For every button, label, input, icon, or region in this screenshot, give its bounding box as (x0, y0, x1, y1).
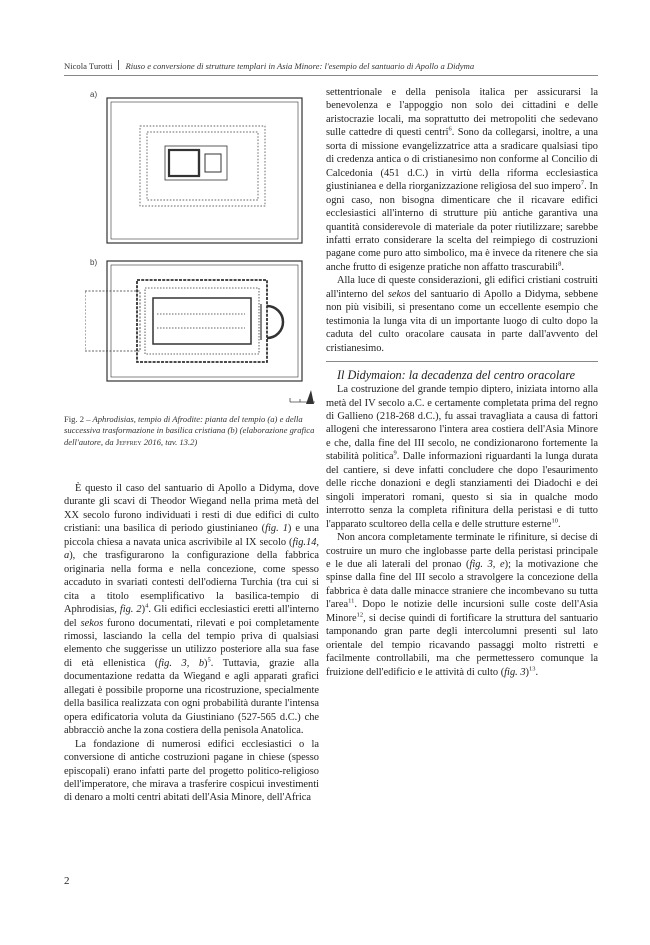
paragraph: La costruzione del grande tempio diptero, iniziata intorno alla metà del IV secolo a.C. e certamente completata prima del regno di Gallieno (218-268 d.C.), fu assai travagliata a causa di fattori allogeni che interessarono l'intera area costiera dell'Asia Minore e che, dalla fine del III secolo, ne condizionarono fortemente la stabilità politica$^9$. Dalle informazioni riguardanti la lunga durata del cantiere, si deve infatti concludere che dopo l'esaurimento delle ricche donazioni e degli stanziamenti dei Diadochi e dei singoli imperatori romani, questo si sia in qualche modo interrotto senza la completa rifinitura della peristasi e di tutto l'apparato scultoreo della cella e delle strutture esterne$^{10}$. (326, 384, 598, 530)
caption-fig-number: Fig. 2 – (64, 414, 91, 424)
figure-label-a: a) (90, 90, 98, 99)
paragraph: Non ancora completamente terminate le rifiniture, si decise di costruire un muro che inglobasse parte della peristasi principale e le due ali laterali del pronao (fig. 3, e); la motivazione che spinse dalla fine del III secolo a stravolgere la concezione della fabbrica è data dalle minacce straniere che incombevano su tutta l'area$^{11}$. Dopo le notizie delle incursioni sulle coste dell'Asia Minore$^{12}$, si decise quindi di fortificare la struttura del santuario tamponando gran parte degli intercolumni presenti sul lato orientale del tempio ricavando passaggi molto ristretti e facilmente controllabili, ma che permettessero comunque la fruizione dell'edificio e le attività di culto (fig. 3)$^{13}$. (326, 532, 598, 678)
left-column (64, 482, 319, 805)
caption-end: 2016, tav. 13.2) (143, 436, 198, 447)
header-separator (118, 60, 119, 70)
section-title: Il Didymaion: la decadenza del centro oracolare (337, 368, 576, 383)
figure-label-b: b) (90, 258, 98, 267)
figure-temple-plans (85, 86, 315, 411)
page-number: 2 (64, 875, 70, 887)
plan-b (85, 261, 302, 381)
caption-reference: Jeffrey (115, 436, 142, 447)
paragraph: È questo il caso del santuario di Apollo a Didyma, dove durante gli scavi di Theodor Wiegand nella prima metà del XX secolo furono individuati i resti di due edifici di culto cristiani: una basilica di periodo giustinianeo (fig. 1) e una piccola chiesa a navata unica ascrivibile al IX secolo (fig.14, a), che trasfigurarono la configurazione della fabbrica originaria nella forma e nella concezione, come spesso accaduto in svariati contesti dell'odierna Turchia (tra cui si cita a titolo esemplificativo la basilica-tempio di Aphrodisias, fig. 2)$^4$. Gli edifici ecclesiastici eretti all'interno del sekos furono documentati, rilevati e poi completamente rimossi, lasciando la cella del tempio priva di qualsiasi elemento che suggerisse un utilizzo posteriore alla sua fase di età ellenistica (fig. 3, b)$^5$. Tuttavia, grazie alla documentazione redatta da Wiegand e agli apparati grafici allegati è possibile proporne una ricostruzione, specialmente della basilica realizzata con ogni probabilità durante l'intensa opera edificatoria voluta da Giustiniano (527-565 d.C.) che abbracciò anche la zona costiera della penisola Anatolica. (64, 483, 320, 737)
north-arrow-icon (306, 390, 314, 404)
caption-text: Aphrodisias, tempio di Afrodite: pianta del tempio (a) e della successiva trasformazione in basilica cristiana (b) (elaborazione grafica dell'autore, da (64, 414, 315, 447)
section-rule (326, 361, 598, 362)
paragraph: Alla luce di queste considerazioni, gli edifici cristiani costruiti all'interno del sekos del santuario di Apollo a Didyma, sebbene non più visibili, si presentano come un eccellente esempio che testimonia la lunga vita di un importante luogo di culto dopo la caduta del culto oracolare causata in parte dall'avvento del cristianesimo. (326, 275, 598, 354)
header-subtitle: Riuso e conversione di strutture templari in Asia Minore: l'esempio del santuario di Apollo a Didyma (125, 61, 475, 71)
header-rule (64, 75, 598, 76)
running-header (64, 60, 604, 72)
figure-caption (64, 414, 322, 448)
plan-a (107, 98, 302, 243)
header-author: Nicola Turotti (64, 61, 113, 71)
right-column (326, 86, 598, 679)
paragraph: La fondazione di numerosi edifici ecclesiastici o la conversione di antiche costruzioni pagane in chiese (spesso episcopali) erano infatti parte del progetto politico-religioso dell'imperatore, che mirava a trasferire cospicui investimenti di denaro a molti centri abitati dell'Asia Minore, dell'Africa (64, 738, 319, 804)
paragraph: settentrionale e della penisola italica per assicurarsi la benevolenza e l'appoggio non solo dei cittadini e delle aristocrazie locali, ma soprattutto dei metropoliti che sedevano sulle cattedre di questi centri$^6$. Sono da collegarsi, inoltre, a una sorta di missione evangelizzatrice atta a sradicare qualsiasi tipo di credenza antica o di cristianesimo non conforme al Concilio di Calcedonia (451 d.C.) in virtù della riforma ecclesiastica giustinianea e della riorganizzazione religiosa del suo impero$^7$. In ogni caso, non bisogna dimenticare che il ricavare edifici ecclesiastici all'interno di strutture più antiche garantiva una quantità considerevole di materiale da poter riutilizzare; sarebbe infatti errato considerare la scelta del reimpiego di costruzioni pagane come puro atto simbolico, ma è invece da ritenere che sia anche frutto di esigenze pratiche non affatto trascurabili$^8$. (326, 87, 598, 273)
